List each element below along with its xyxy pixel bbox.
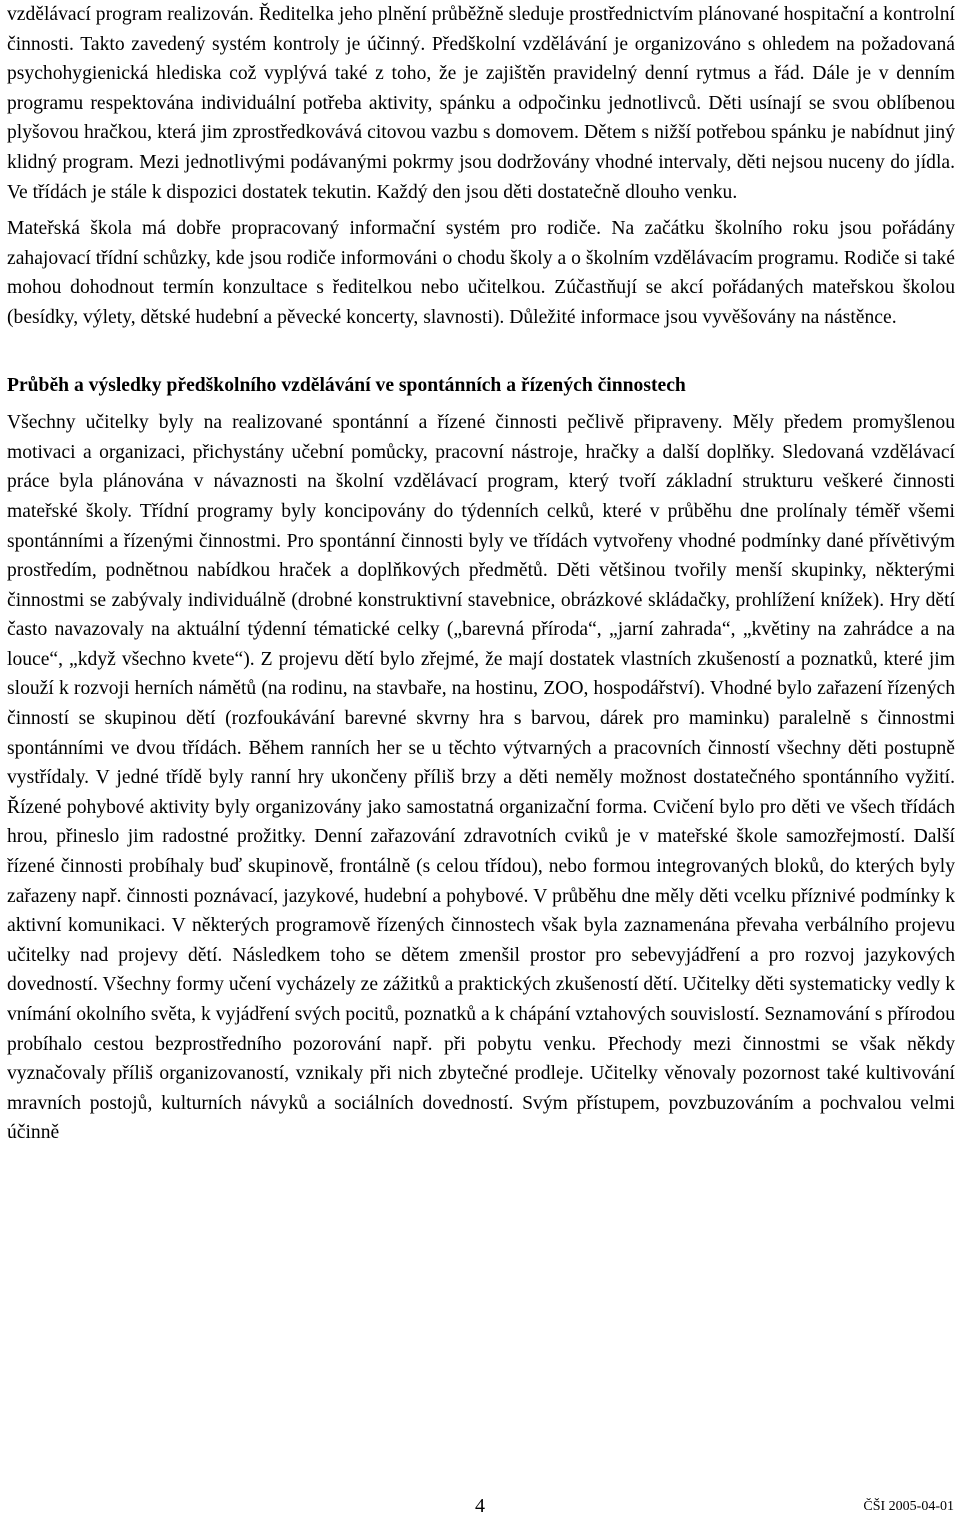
paragraph-health-routine: vzdělávací program realizován. Ředitelka jeho plnění průběžně sleduje prostřednictvím plánované hospitační a kontrolní činnosti. Takto zavedený systém kontroly je účinný. Předškolní vzdělávání je organizováno s ohledem na požadovaná psychohygienická hlediska což vyplývá také z toho, že je zajištěn pravidelný denní rytmus a řád. Dále je v denním programu respektována individuální potřeba aktivity, spánku a odpočinku jednotlivců. Děti usínají se svou oblíbenou plyšovou hračkou, která jim zprostředkovává citovou vazbu s domovem. Dětem s nižší potřebou spánku je nabídnut jiný klidný program. Mezi jednotlivými podávanými pokrmy jsou dodržovány vhodné intervaly, děti nejsou nuceny do jídla. Ve třídách je stále k dispozici dostatek tekutin. Každý den jsou děti dostatečně dlouho venku. (7, 4, 955, 203)
paragraph-parent-info: Mateřská škola má dobře propracovaný informační systém pro rodiče. Na začátku školního roku jsou pořádány zahajovací třídní schůzky, kde jsou rodiče informováni o chodu školy a o školním vzdělávacím programu. Rodiče si také mohou dohodnout termín konzultace s ředitelkou nebo učitelkou. Zúčastňují se akcí pořádaných mateřskou školou (besídky, výlety, dětské hudební a pěvecké koncerty, slavnosti). Důležité informace jsou vyvěšovány na nástěnce. (7, 218, 955, 328)
paragraph-activities: Všechny učitelky byly na realizované spontánní a řízené činnosti pečlivě připraveny. Měly předem promyšlenou motivaci a organizaci, přichystány učební pomůcky, pracovní nástroje, hračky a další doplňky. Sledovaná vzdělávací práce byla plánována v návaznosti na školní vzdělávací program, který tvoří základní strukturu veškeré činnosti mateřské školy. Třídní programy byly koncipovány do týdenních celků, které v průběhu dne prolínaly téměř všemi spontánními a řízenými činnostmi. Pro spontánní činnosti byly ve třídách vytvořeny vhodné podmínky dané přívětivým prostředím, podnětnou nabídkou hraček a doplňkových předmětů. Děti většinou tvořily menší skupinky, některými činnostmi se zabývaly individuálně (drobné konstruktivní stavebnice, obrázkové skládačky, prohlížení knížek). Hry dětí často navazovaly na aktuální týdenní tématické celky („barevná příroda“, „jarní zahrada“, „květiny na zahrádce a na louce“, „když všechno kvete“). Z projevu dětí bylo zřejmé, že mají dostatek vlastních zkušeností a poznatků, které jim slouží k rozvoji herních námětů (na rodinu, na stavbaře, na hostinu, ZOO, hospodářství). Vhodné bylo zařazení řízených činností se skupinou dětí (rozfoukávání barevné skvrny hra s barvou, dárek pro maminku) paralelně s činnostmi spontánními ve dvou třídách. Během ranních her se u těchto výtvarných a pracovních činností všechny děti postupně vystřídaly. V jedné třídě byly ranní hry ukončeny příliš brzy a děti neměly možnost dostatečného spontánního vyžití. Řízené pohybové aktivity byly organizovány jako samostatná organizační forma. Cvičení bylo pro děti ve všech třídách hrou, přineslo jim radostné prožitky. Denní zařazování zdravotních cviků je v mateřské škole samozřejmostí. Další řízené činnosti probíhaly buď skupinově, frontálně (s celou třídou), nebo formou integrovaných bloků, do kterých byly zařazeny např. činnosti poznávací, jazykové, hudební a pohybové. V průběhu dne měly děti vcelku příznivé podmínky k aktivní komunikaci. V některých programově řízených činnostech však byla zaznamenána převaha verbálního projevu učitelky nad projevy dětí. Následkem toho se dětem zmenšil prostor pro sebevyjádření a pro rozvoj jazykových dovedností. Všechny formy učení vycházely ze zážitků a praktických zkušeností dětí. Učitelky děti systematicky vedly k vnímání okolního světa, k vyjádření svých pocitů, poznatků a k chápání vztahových souvislostí. Seznamování s přírodou probíhalo cestou bezprostředního pozorování např. při pobytu venku. Přechody mezi činnostmi se však někdy vyznačovaly příliš organizovaností, vznikaly při nich zbytečné prodleje. Učitelky věnovaly pozornost také kultivování mravních postojů, kulturních návyků a sociálních dovedností. Svým přístupem, povzbuzováním a pochvalou velmi účinně (7, 412, 955, 1144)
section-heading: Průběh a výsledky předškolního vzdělávání ve spontánních a řízených činnostech (7, 374, 686, 396)
document-page (7, 0, 955, 1148)
document-id: ČŠI 2005-04-01 (863, 1499, 954, 1514)
page-number: 4 (475, 1495, 485, 1517)
